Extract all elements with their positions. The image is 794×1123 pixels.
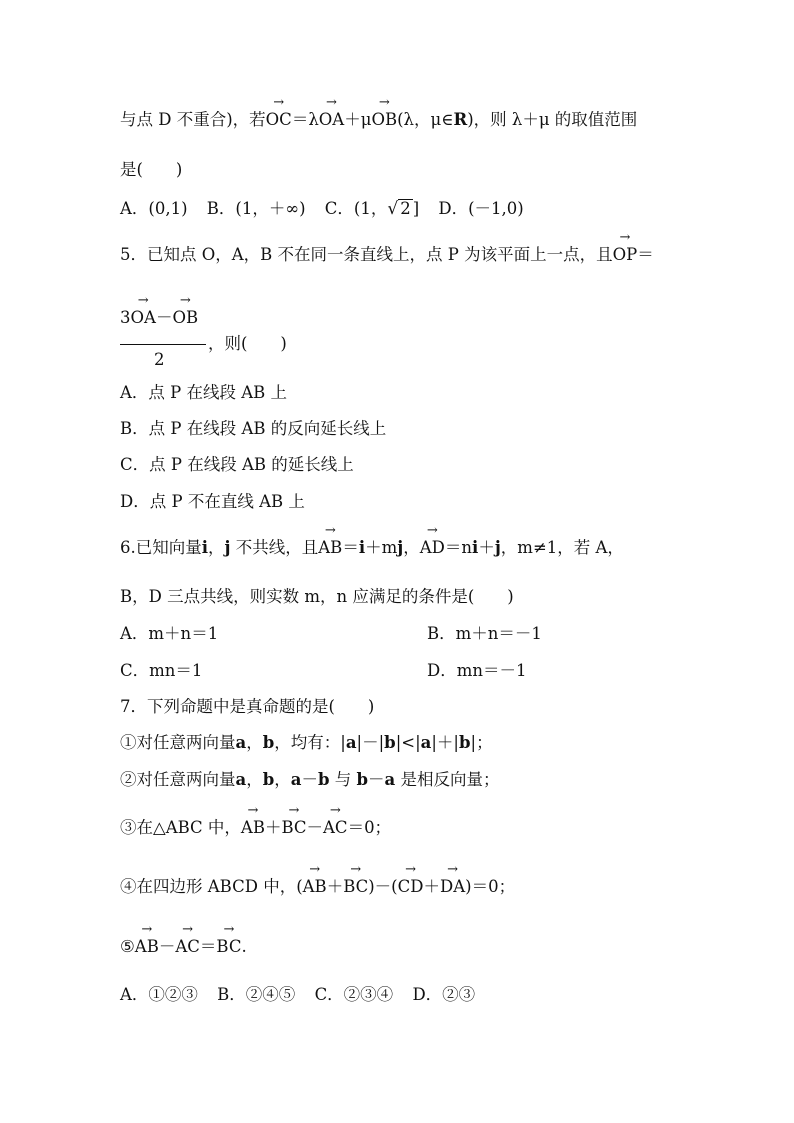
q4-stem-line-2: 是( ) — [120, 160, 183, 179]
vector-AC: → AC — [175, 937, 200, 957]
q6-option-b[interactable]: B．m＋n＝－1 — [427, 624, 542, 643]
q4-text: 与点 D 不重合)，若 — [120, 110, 266, 129]
vector-OB: → OB — [371, 110, 397, 130]
q6-stem-line: 6.已知向量i，j 不共线，且→ AB＝i＋mj，→ AD＝ni＋j，m≠1，若 A， — [120, 538, 624, 558]
q5-stem-line: 5．已知点 O，A，B 不在同一条直线上，点 P 为该平面上一点，且→ OP＝ — [120, 245, 654, 265]
q7-option-a[interactable]: A．①②③ — [120, 985, 198, 1004]
q7-statement-5: ⑤→ AB－→ AC＝→ BC. — [120, 937, 247, 957]
q5-option-d[interactable]: D．点 P 不在直线 AB 上 — [120, 492, 305, 511]
vector-BC: → BC — [343, 877, 368, 897]
vector-OA: → OA — [319, 110, 344, 130]
q4-stem-line: 与点 D 不重合)，若→ OC＝λ→ OA＋μ→ OB(λ，μ∈R)，则 λ＋μ 的取值范围 — [120, 110, 637, 130]
q7-stem: 7．下列命题中是真命题的是( ) — [120, 697, 375, 716]
vector-AD: → AD — [420, 538, 445, 558]
vector-OC: → OC — [266, 110, 292, 130]
q7-option-d[interactable]: D．②③ — [412, 985, 476, 1004]
vector-AB: → AB — [135, 937, 159, 957]
q7-statement-1: ①对任意两向量a，b，均有：|a|－|b|<|a|＋|b|； — [120, 733, 493, 752]
vector-DA: → DA — [440, 877, 465, 897]
q6-stem-line-2: B，D 三点共线，则实数 m，n 应满足的条件是( ) — [120, 587, 514, 606]
fraction-bar — [120, 344, 206, 345]
q7-option-b[interactable]: B．②④⑤ — [217, 985, 296, 1004]
q6-option-d[interactable]: D．mn＝－1 — [427, 661, 527, 680]
vector-OA: → OA — [131, 308, 156, 328]
vector-OP: → OP — [613, 245, 638, 265]
q4-option-b[interactable]: B．(1，＋∞) — [206, 199, 306, 218]
vector-AB: → AB — [318, 538, 342, 558]
q5-fraction-line: ，则( ) — [120, 334, 287, 354]
q5-option-c[interactable]: C．点 P 在线段 AB 的延长线上 — [120, 455, 354, 474]
q5-option-b[interactable]: B．点 P 在线段 AB 的反向延长线上 — [120, 419, 387, 438]
sqrt-icon: √ — [387, 199, 399, 219]
q7-options — [120, 985, 475, 1005]
q7-option-c[interactable]: C．②③④ — [314, 985, 394, 1004]
q6-option-a[interactable]: A．m＋n＝1 — [120, 624, 219, 643]
q7-statement-2: ②对任意两向量a，b，a－b 与 b－a 是相反向量； — [120, 770, 500, 789]
q5-fraction-denominator: 2 — [154, 350, 165, 369]
q7-statement-4: ④在四边形 ABCD 中，(→ AB＋→ BC)－(→ CD＋→ DA)＝0； — [120, 877, 515, 897]
q6-option-c[interactable]: C．mn＝1 — [120, 661, 203, 680]
real-numbers-symbol: R — [453, 110, 468, 129]
q4-option-c[interactable]: C．(1，√ 2 ] — [324, 199, 420, 219]
q4-options — [120, 199, 524, 219]
vector-BC: → BC — [281, 818, 306, 838]
vector-AC: → AC — [323, 818, 348, 838]
q5-option-a[interactable]: A．点 P 在线段 AB 上 — [120, 383, 288, 402]
vector-AB: → AB — [303, 877, 327, 897]
q4-option-d[interactable]: D．(－1,0) — [438, 199, 524, 218]
q7-statement-3: ③在△ABC 中，→ AB＋→ BC－→ AC＝0； — [120, 818, 391, 838]
q5-fraction-numerator: 3→ OA－→ OB — [120, 308, 198, 328]
vector-BC: → BC — [216, 937, 241, 957]
vector-AB: → AB — [241, 818, 265, 838]
vector-CD: → CD — [398, 877, 424, 897]
q4-option-a[interactable]: A．(0,1) — [120, 199, 188, 218]
vector-OB: → OB — [172, 308, 198, 328]
